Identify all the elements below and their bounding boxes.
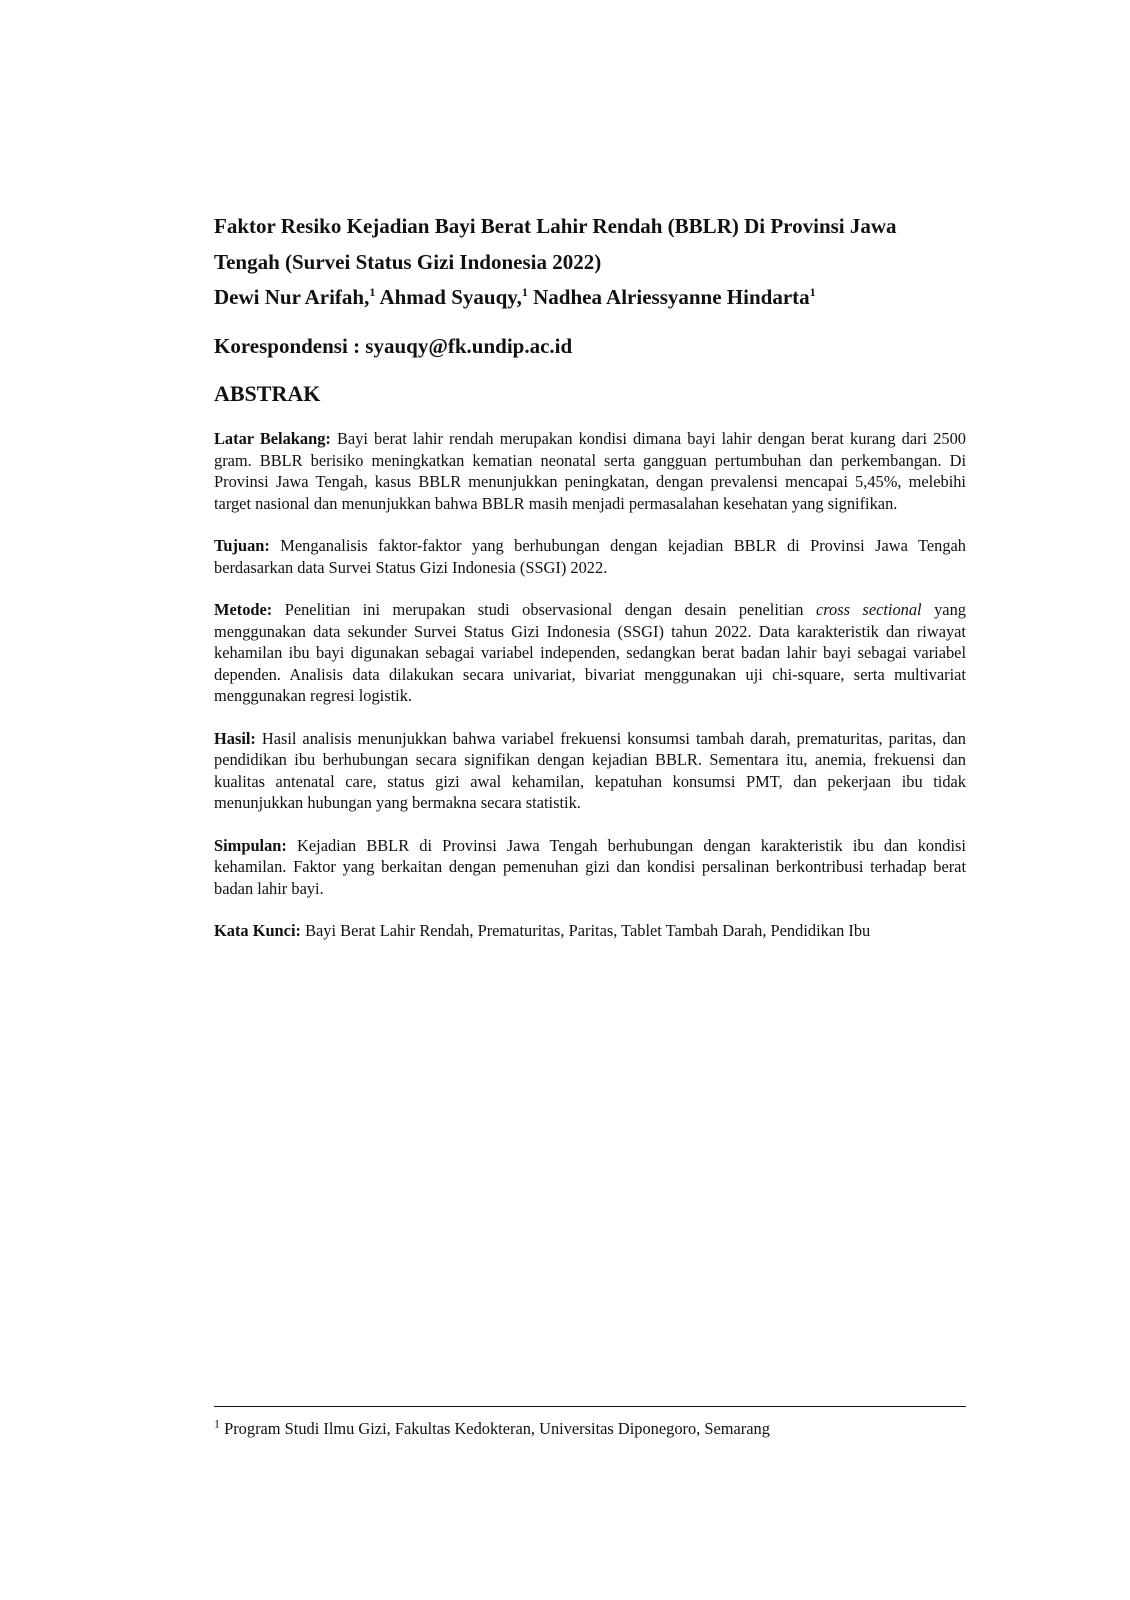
affiliation-mark: 1 — [809, 285, 816, 299]
section-label: Metode: — [214, 600, 273, 619]
keywords-label: Kata Kunci: — [214, 921, 301, 940]
section-text: yang menggunakan data sekunder Survei Status Gizi Indonesia (SSGI) tahun 2022. Data karakteristik dan riwayat kehamilan ibu bayi digunakan sebagai variabel independen, sedangkan berat badan lahir bayi sebagai variabel dependen. Analisis data dilakukan secara univariat, bivariat menggunakan uji chi-square, serta multivariat menggunakan regresi logistik. — [214, 600, 966, 705]
abstract-objective — [214, 535, 966, 578]
section-label: Tujuan: — [214, 536, 270, 555]
section-label: Hasil: — [214, 728, 256, 748]
section-text: Menganalisis faktor-faktor yang berhubungan dengan kejadian BBLR di Provinsi Jawa Tengah berdasarkan data Survei Status Gizi Indonesia (SSGI) 2022. — [214, 536, 966, 577]
abstract-results — [214, 728, 966, 814]
keywords — [214, 920, 966, 942]
footnote-divider — [214, 1406, 966, 1407]
italic-term: cross sectional — [815, 600, 922, 619]
correspondence: Korespondensi : syauqy@fk.undip.ac.id — [214, 334, 573, 358]
section-text: Kejadian BBLR di Provinsi Jawa Tengah berhubungan dengan karakteristik ibu dan kondisi kehamilan. Faktor yang berkaitan dengan pemenuhan gizi dan kondisi persalinan berkontribusi terhadap berat badan lahir bayi. — [214, 835, 966, 898]
keywords-text: Bayi Berat Lahir Rendah, Prematuritas, Paritas, Tablet Tambah Darah, Pendidikan Ibu — [305, 921, 871, 940]
abstract-heading: ABSTRAK — [214, 381, 321, 406]
section-text: Bayi berat lahir rendah merupakan kondisi dimana bayi lahir dengan berat kurang dari 2500 gram. BBLR berisiko meningkatkan kematian neonatal serta gangguan pertumbuhan dan perkembangan. Di Provinsi Jawa Tengah, kasus BBLR menunjukkan peningkatan, dengan prevalensi mencapai 5,45%, melebihi target nasional dan menunjukkan bahwa BBLR masih menjadi permasalahan kesehatan yang signifikan. — [214, 429, 966, 513]
section-text: Hasil analisis menunjukkan bahwa variabel frekuensi konsumsi tambah darah, prematuritas, paritas, dan pendidikan ibu berhubungan secara signifikan dengan kejadian BBLR. Sementara itu, anemia, frekuensi dan kualitas antenatal care, status gizi awal kehamilan, kepatuhan konsumsi PMT, dan pekerjaan ibu tidak menunjukkan hubungan yang bermakna secara statistik. — [214, 728, 966, 812]
section-label: Simpulan: — [214, 835, 287, 855]
abstract-methods — [214, 599, 966, 707]
section-text: Penelitian ini merupakan studi observasional dengan desain penelitian — [284, 600, 804, 619]
paper-body — [214, 208, 966, 942]
abstract-background — [214, 428, 966, 514]
affiliation-mark: 1 — [369, 285, 376, 299]
author-name: Dewi Nur Arifah, — [214, 285, 370, 309]
section-label: Latar Belakang: — [214, 429, 331, 448]
author-name: Ahmad Syauqy, — [379, 285, 522, 309]
footnote — [214, 1418, 770, 1440]
author-name: Nadhea Alriessyanne Hindarta — [533, 285, 810, 309]
paper-title: Faktor Resiko Kejadian Bayi Berat Lahir Rendah (BBLR) Di Provinsi Jawa Tengah (Survei Status Gizi Indonesia 2022) — [214, 214, 897, 274]
footnote-mark: 1 — [214, 1416, 220, 1431]
footnote-text: Program Studi Ilmu Gizi, Fakultas Kedokteran, Universitas Diponegoro, Semarang — [224, 1419, 770, 1438]
affiliation-mark: 1 — [521, 285, 528, 299]
abstract-conclusion — [214, 835, 966, 900]
author-list — [214, 283, 966, 311]
